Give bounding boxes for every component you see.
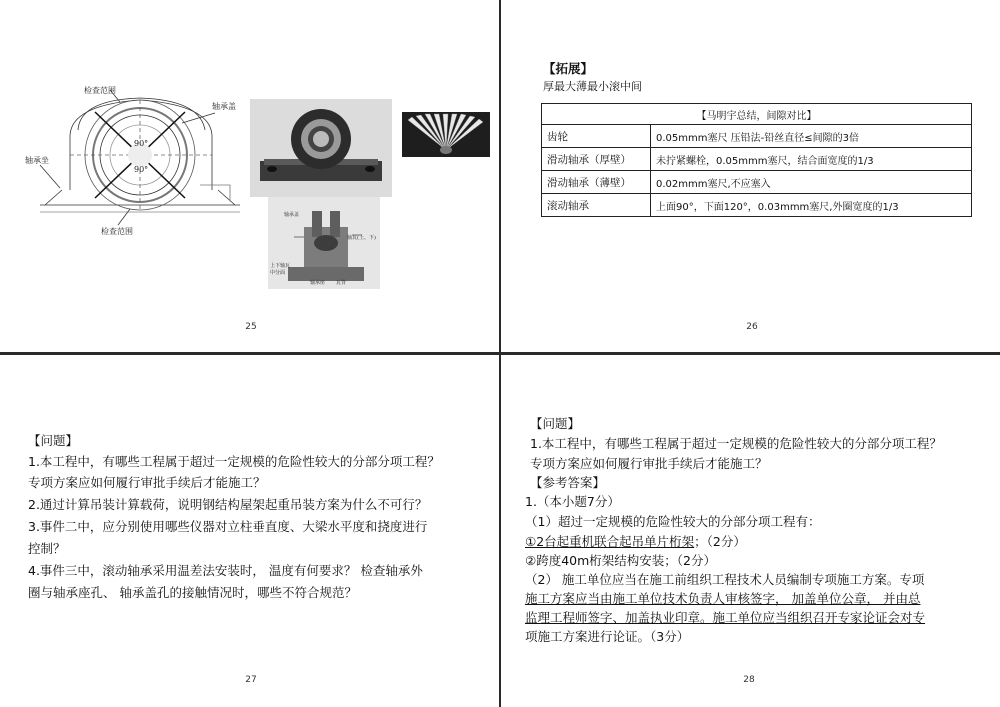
- table-cell-item: 滚动轴承: [542, 194, 651, 217]
- question-heading: 【问题】: [530, 416, 581, 431]
- label-check-range-top: 检查范围: [84, 86, 116, 95]
- answer-score: ；（2分）: [694, 534, 746, 549]
- page-number: 27: [245, 675, 257, 685]
- question-line: 专项方案应如何履行审批手续后才能施工？: [530, 456, 768, 471]
- block-label-cover: 轴承盖: [284, 212, 300, 218]
- clearance-comparison-table: [541, 103, 972, 217]
- label-angle-top: 90°: [134, 139, 149, 148]
- answer-line: [525, 531, 746, 552]
- label-bearing-cover: 轴承盖: [212, 102, 236, 111]
- slide-subtitle: 厚最大薄最小滚中间: [543, 80, 642, 93]
- table-cell-desc: 0.05mmm塞尺 压铅法-铅丝直径≤间隙的3倍: [651, 125, 972, 148]
- answer-line: （2） 施工单位应当在施工前组织工程技术人员编制专项施工方案。专项: [525, 572, 925, 587]
- answer-line: 项施工方案进行论证。（3分）: [525, 629, 690, 644]
- question-line: 控制？: [28, 541, 66, 556]
- slide-26: [501, 0, 1000, 352]
- answer-line: 施工方案应当由施工单位技术负责人审核签字， 加盖单位公章， 并由总: [525, 591, 921, 606]
- slide-27: [0, 355, 499, 707]
- bearing-diagram: [0, 0, 250, 240]
- table-cell-item: 滑动轴承（厚壁）: [542, 148, 651, 171]
- label-angle-bottom: 90°: [134, 165, 149, 174]
- table-cell-desc: 未拧紧螺栓，0.05mmm塞尺，结合面宽度的1/3: [651, 148, 972, 171]
- page-number: 28: [743, 675, 755, 685]
- table-cell-desc: 上面90°，下面120°，0.03mmm塞尺,外圈宽度的1/3: [651, 194, 972, 217]
- label-check-range-bottom: 检查范围: [101, 227, 133, 236]
- pillow-block-photo: [250, 99, 392, 197]
- question-line: 1.本工程中，有哪些工程属于超过一定规模的危险性较大的分部分项工程？: [530, 436, 942, 451]
- table-header-row: [542, 104, 972, 125]
- table-header: 【马明宇总结，间隙对比】: [542, 104, 972, 125]
- answer-line: 1.（本小题7分）: [525, 494, 620, 509]
- slide-25: [0, 0, 499, 352]
- answer-line: ②跨度40m桁架结构安装；（2分）: [525, 553, 716, 568]
- block-label-gap: 轴瓦(上、下): [347, 235, 376, 241]
- question-line: 圈与轴承座孔、 轴承盖孔的接触情况时，哪些不符合规范？: [28, 585, 357, 600]
- feeler-gauge-photo: [402, 112, 490, 157]
- block-label-seat: 轴承座: [310, 280, 326, 286]
- answer-line: （1）超过一定规模的危险性较大的分部分项工程有：: [525, 514, 821, 529]
- question-line: 2.通过计算吊装计算载荷，说明钢结构屋架起重吊装方案为什么不可行？: [28, 497, 428, 512]
- table-row: [542, 148, 972, 171]
- table-row: [542, 194, 972, 217]
- page-number: 25: [245, 322, 257, 332]
- label-bearing-seat: 轴承坐: [25, 156, 49, 165]
- slide-title: 【拓展】: [543, 61, 594, 76]
- block-label-bottom: 瓦背: [336, 280, 347, 286]
- question-line: 3.事件二中，应分别使用哪些仪器对立柱垂直度、大梁水平度和挠度进行: [28, 519, 428, 534]
- question-line: 专项方案应如何履行审批手续后才能施工？: [28, 475, 266, 490]
- table-row: [542, 171, 972, 194]
- answer-line: 监理工程师签字、加盖执业印章。施工单位应当组织召开专家论证会对专: [525, 610, 926, 625]
- question-line: 4.事件三中，滚动轴承采用温差法安装时， 温度有何要求？ 检查轴承外: [28, 563, 423, 578]
- answer-underlined: ①2台起重机联合起吊单片桁架: [525, 534, 695, 549]
- block-label-mid: 上下轴瓦中分面: [270, 263, 291, 276]
- page-number: 26: [746, 322, 758, 332]
- table-cell-desc: 0.02mmm塞尺,不应塞入: [651, 171, 972, 194]
- slide-28: [501, 355, 1000, 707]
- table-row: [542, 125, 972, 148]
- question-line: 1.本工程中，有哪些工程属于超过一定规模的危险性较大的分部分项工程？: [28, 454, 440, 469]
- table-cell-item: 齿轮: [542, 125, 651, 148]
- question-heading: 【问题】: [28, 433, 79, 448]
- answer-heading: 【参考答案】: [530, 475, 606, 490]
- table-cell-item: 滑动轴承（薄壁）: [542, 171, 651, 194]
